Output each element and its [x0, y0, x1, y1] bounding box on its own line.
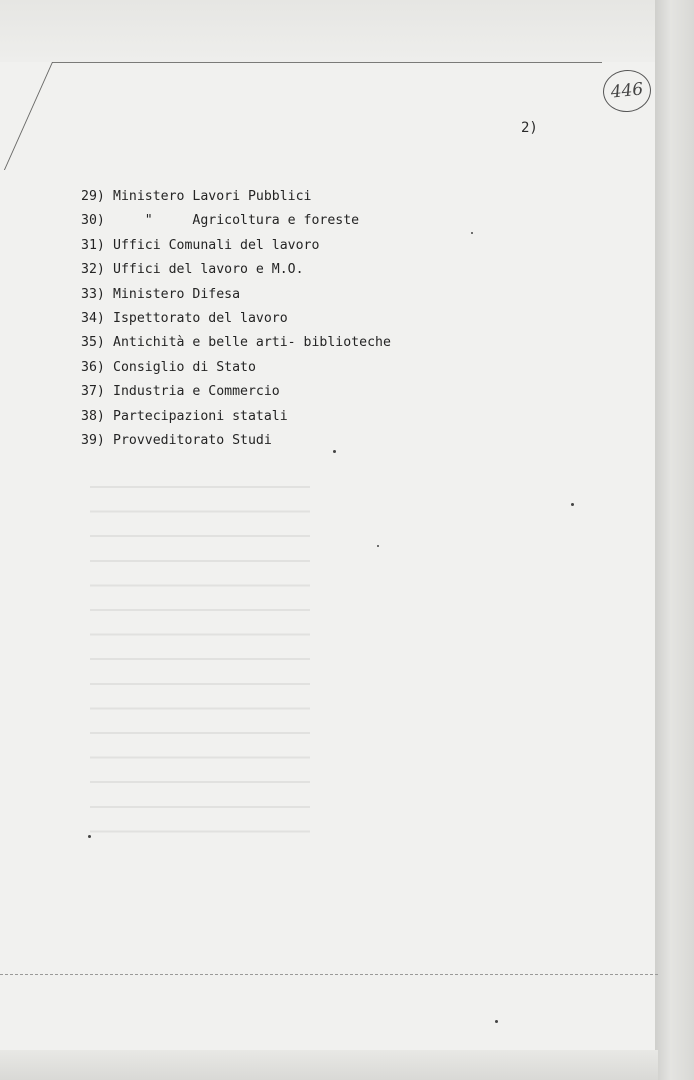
page-fold-line: [52, 62, 602, 63]
bottom-scan-band: [0, 1050, 658, 1080]
list-item: [81, 307, 391, 331]
list-item: [81, 356, 391, 380]
item-text: Ministero Lavori Pubblici: [113, 189, 312, 204]
item-number: 35): [81, 335, 105, 351]
top-scan-band: [0, 0, 658, 62]
bleed-through-texture: [90, 470, 310, 840]
list-item: [81, 258, 391, 282]
page-number: 2): [521, 120, 538, 136]
item-number: 34): [81, 310, 105, 326]
scan-speck: [495, 1020, 498, 1023]
scan-speck: [333, 450, 336, 453]
item-text: Uffici del lavoro e M.O.: [113, 262, 304, 278]
scan-speck: [471, 232, 473, 234]
list-item: [81, 331, 391, 355]
item-number: 29): [81, 189, 105, 204]
list-item: [81, 405, 391, 429]
list-item: [81, 234, 391, 258]
item-text: " Agricoltura e foreste: [113, 213, 360, 229]
item-number: 32): [81, 262, 105, 278]
item-text: Industria e Commercio: [113, 384, 280, 400]
item-number: 37): [81, 384, 105, 400]
scan-speck: [88, 835, 91, 838]
item-text: Ministero Difesa: [113, 286, 241, 302]
item-number: 38): [81, 408, 105, 424]
institution-list: [81, 185, 391, 453]
list-item: [81, 209, 391, 233]
right-scan-edge: [655, 0, 694, 1080]
item-text: Partecipazioni statali: [113, 408, 288, 424]
scan-speck: [377, 545, 379, 547]
list-item: [81, 283, 391, 307]
list-item: [81, 429, 391, 453]
archive-stamp: 446: [601, 68, 653, 115]
item-text: Antichità e belle arti- biblioteche: [113, 335, 391, 351]
item-text: Consiglio di Stato: [113, 359, 256, 375]
page-bottom-edge: [0, 974, 658, 975]
item-number: 31): [81, 237, 105, 253]
item-text: Ispettorato del lavoro: [113, 310, 288, 326]
item-number: 30): [81, 213, 105, 229]
scan-speck: [571, 503, 574, 506]
item-text: Provveditorato Studi: [113, 432, 272, 448]
item-number: 33): [81, 286, 105, 302]
list-item: [81, 380, 391, 404]
item-number: 36): [81, 359, 105, 375]
item-number: 39): [81, 432, 105, 448]
item-text: Uffici Comunali del lavoro: [113, 237, 320, 253]
list-item: [81, 185, 391, 209]
